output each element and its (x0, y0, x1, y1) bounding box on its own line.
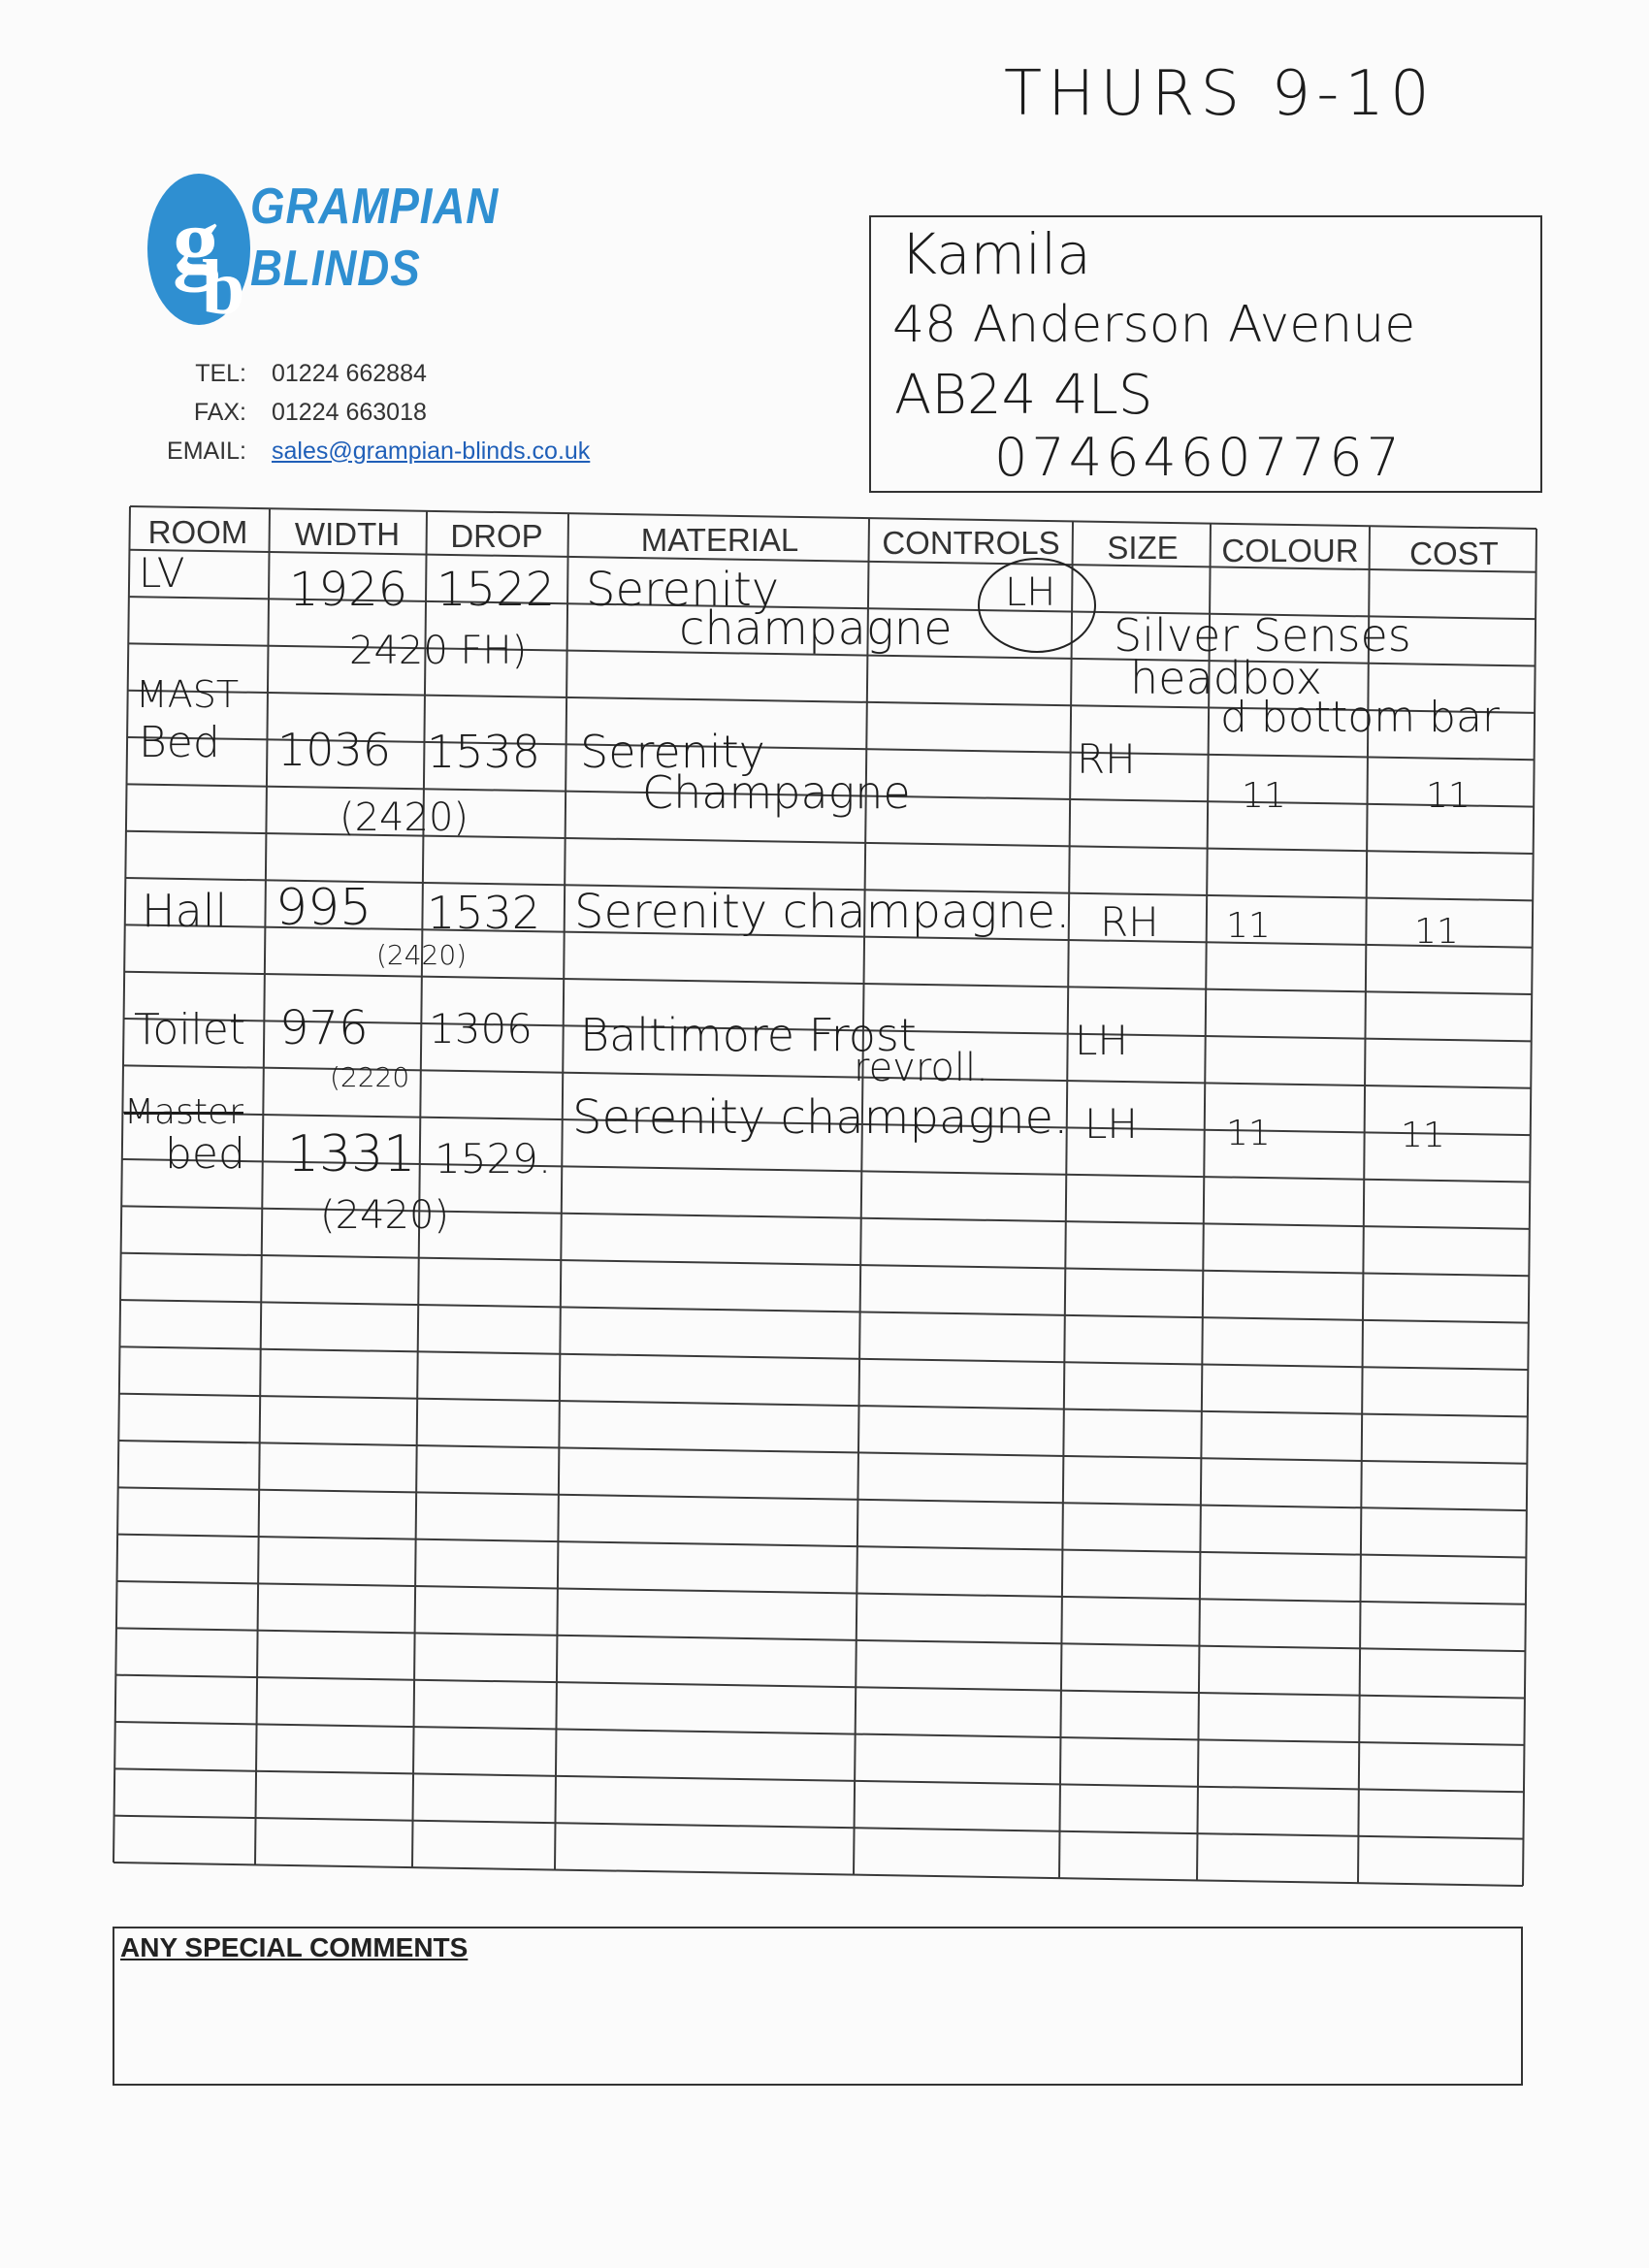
entry-master-colour: 11 (1226, 1114, 1271, 1153)
table-row-line (119, 1394, 1528, 1417)
entry-toilet-extra: (2220 (330, 1061, 410, 1093)
table-column-line (555, 513, 568, 1869)
entry-bed-drop: 1538 (427, 726, 541, 778)
table-column-line (1059, 521, 1073, 1878)
fax-label: FAX: (193, 398, 246, 426)
entry-toilet-controls: LH (1075, 1017, 1128, 1064)
table-row-line (120, 1300, 1529, 1323)
entry-note-3: d bottom bar (1220, 693, 1501, 742)
header-cost: COST (1409, 535, 1499, 571)
entry-lv-material-1: Serenity (586, 563, 780, 617)
table-row-line (117, 1581, 1526, 1604)
table-row-line (115, 1675, 1525, 1699)
logo-letter-g: g (173, 188, 219, 292)
table-row-line (119, 1346, 1528, 1370)
lv-controls-circle (975, 555, 1101, 662)
entry-lv-width: 1926 (289, 563, 408, 617)
table-row-line (126, 831, 1534, 854)
entry-master-width: 1331 (287, 1125, 416, 1183)
entry-master-extra: (2420) (320, 1193, 450, 1238)
table-column-line (1523, 529, 1536, 1886)
entry-bed-colour: 11 (1242, 776, 1286, 816)
entry-bed-extra: (2420) (340, 795, 469, 840)
entry-master-drop: 1529. (435, 1135, 552, 1183)
entry-hall-material: Serenity champagne. (574, 885, 1071, 939)
entry-lv-extra: 2420 FH) (349, 629, 528, 673)
entry-hall-cost: 11 (1414, 912, 1459, 952)
brand-name-line1: GRAMPIAN (250, 178, 500, 235)
fax-value: 01224 663018 (272, 398, 427, 426)
entry-master-material: Serenity champagne. (572, 1090, 1069, 1145)
table-row-line (117, 1535, 1526, 1558)
header-colour: COLOUR (1221, 533, 1359, 568)
entry-bed-material-2: Champagne (642, 766, 911, 819)
brand-name-line2: BLINDS (250, 241, 421, 297)
logo-letter-b: b (202, 245, 245, 331)
email-label: EMAIL: (167, 437, 246, 465)
table-row-line (118, 1487, 1527, 1510)
entry-hall-colour: 11 (1226, 906, 1271, 946)
entry-master-cost: 11 (1401, 1116, 1445, 1155)
entry-lv-controls: LH (1005, 570, 1056, 615)
date-note: THURS 9-10 (1004, 58, 1436, 130)
tel-label: TEL: (195, 359, 246, 387)
entry-master-room: bed (165, 1129, 245, 1179)
table-column-line (1197, 524, 1211, 1881)
entry-hall-drop: 1532 (427, 887, 541, 939)
header-drop: DROP (450, 518, 543, 554)
entry-bed-material-1: Serenity (580, 726, 765, 778)
entry-note-2: headbox (1130, 652, 1322, 704)
customer-name: Kamila (900, 221, 1091, 287)
header-width: WIDTH (294, 516, 401, 552)
header-size: SIZE (1107, 530, 1179, 566)
table-row-line (121, 1253, 1530, 1277)
customer-phone: 07464607767 (994, 427, 1404, 488)
table-row-line (114, 1816, 1524, 1839)
table-row-line (118, 1441, 1527, 1464)
table-row-line (116, 1628, 1525, 1651)
entry-master-struck: Master (124, 1092, 243, 1132)
entry-lv-room: LV (139, 549, 185, 597)
entry-lv-drop: 1522 (436, 563, 556, 617)
header-material: MATERIAL (640, 522, 799, 558)
entry-master-controls: LH (1084, 1100, 1138, 1148)
entry-hall-controls: RH (1100, 898, 1159, 946)
entry-bed-room: Bed (139, 718, 220, 767)
entry-toilet-room: Toilet (134, 1005, 246, 1054)
entry-bed-cost: 11 (1426, 776, 1471, 816)
entry-toilet-width: 976 (279, 1001, 369, 1055)
table-column-line (113, 506, 130, 1863)
customer-street: 48 Anderson Avenue (892, 296, 1416, 354)
entry-toilet-drop: 1306 (429, 1005, 533, 1053)
customer-postcode: AB24 4LS (894, 364, 1153, 427)
table-row-line (113, 1863, 1523, 1886)
entry-hall-room: Hall (142, 885, 228, 937)
tel-value: 01224 662884 (272, 359, 427, 387)
table-column-line (854, 518, 869, 1875)
entry-lv-material-2: champagne (679, 601, 953, 656)
entry-toilet-material-2: revroll. (854, 1046, 988, 1090)
entry-mast: MAST (136, 673, 240, 716)
entry-hall-extra: (2420) (376, 939, 468, 971)
table-row-line (114, 1768, 1524, 1792)
entry-bed-controls: RH (1077, 735, 1136, 783)
special-comments-label: ANY SPECIAL COMMENTS (120, 1932, 469, 1962)
table-column-line (412, 511, 427, 1867)
table-row-line (124, 972, 1532, 994)
header-room: ROOM (147, 514, 248, 550)
entry-toilet-material-1: Baltimore Frost (580, 1009, 917, 1061)
entry-hall-width: 995 (275, 879, 372, 937)
table-row-line (115, 1722, 1525, 1745)
special-comments-box[interactable] (113, 1927, 1523, 2086)
table-column-line (255, 508, 270, 1864)
entry-bed-width: 1036 (277, 724, 392, 776)
email-link[interactable]: sales@grampian-blinds.co.uk (272, 437, 591, 465)
header-controls: CONTROLS (882, 525, 1060, 561)
entry-note-1: Silver Senses (1114, 609, 1411, 662)
